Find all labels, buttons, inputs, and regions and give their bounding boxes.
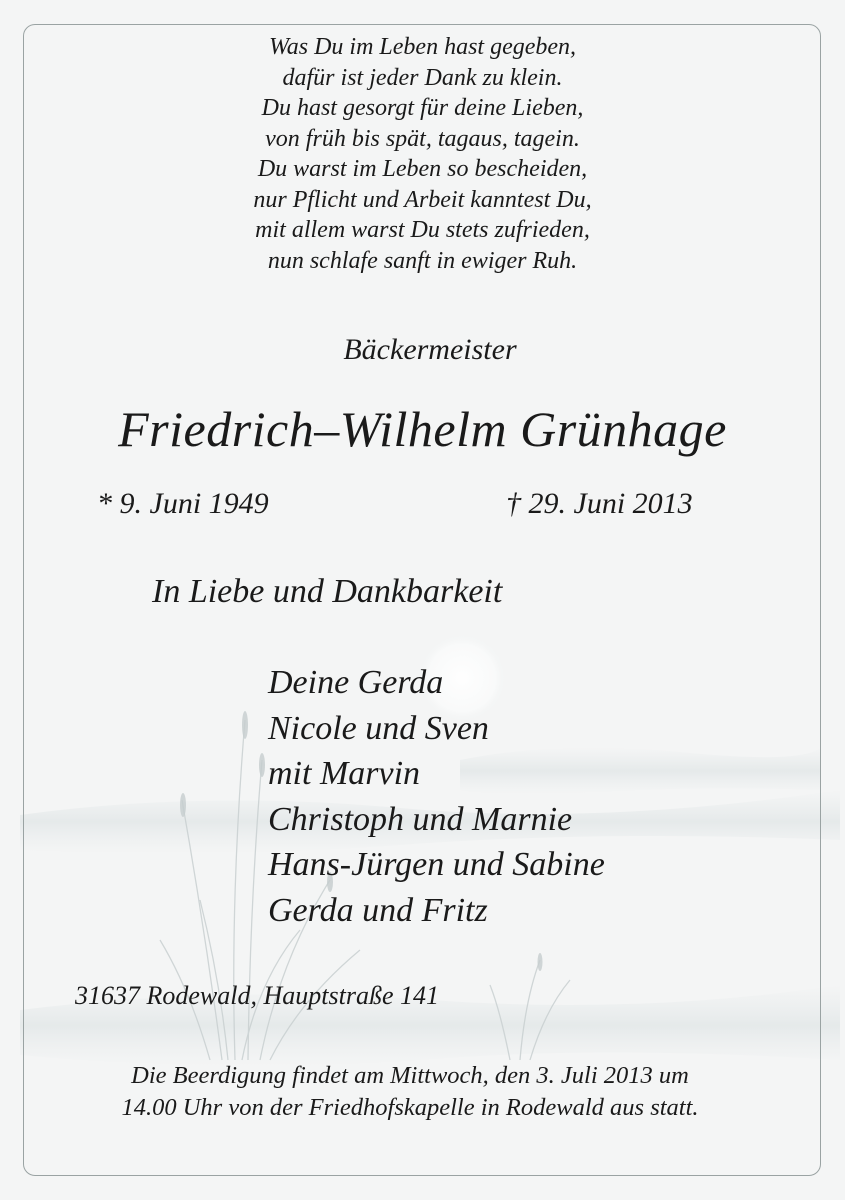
poem-line: dafür ist jeder Dank zu klein. <box>282 64 563 91</box>
mourners-list <box>268 660 605 933</box>
funeral-notice-line: Die Beerdigung findet am Mittwoch, den 3. Juli 2013 um <box>131 1062 689 1089</box>
deceased-occupation: Bäckermeister <box>343 333 517 366</box>
mourner-name: Nicole und Sven <box>268 709 489 747</box>
mourner-name: Deine Gerda <box>268 664 444 701</box>
mourner-name: Hans-Jürgen und Sabine <box>268 846 605 883</box>
poem-line: nur Pflicht und Arbeit kanntest Du, <box>253 186 592 213</box>
poem-line: von früh bis spät, tagaus, tagein. <box>265 125 580 152</box>
funeral-notice-line: 14.00 Uhr von der Friedhofskapelle in Rodewald aus statt. <box>121 1094 699 1121</box>
family-address: 31637 Rodewald, Hauptstraße 141 <box>75 981 439 1010</box>
poem-line: Du warst im Leben so bescheiden, <box>257 156 588 182</box>
death-date: † 29. Juni 2013 <box>506 487 693 520</box>
dedication-text: In Liebe und Dankbarkeit <box>152 573 503 610</box>
mourner-name: Gerda und Fritz <box>268 891 488 929</box>
poem-line: Du hast gesorgt für deine Lieben, <box>261 95 584 121</box>
memorial-poem <box>0 32 845 276</box>
funeral-notice <box>0 1060 820 1124</box>
mourner-name: mit Marvin <box>268 755 421 792</box>
birth-date: * 9. Juni 1949 <box>97 487 269 520</box>
mourner-name: Christoph und Marnie <box>268 800 573 838</box>
poem-line: nun schlafe sanft in ewiger Ruh. <box>267 247 578 274</box>
poem-line: mit allem warst Du stets zufrieden, <box>255 217 590 243</box>
deceased-name: Friedrich–Wilhelm Grünhage <box>118 401 727 457</box>
poem-line: Was Du im Leben hast gegeben, <box>268 34 577 60</box>
